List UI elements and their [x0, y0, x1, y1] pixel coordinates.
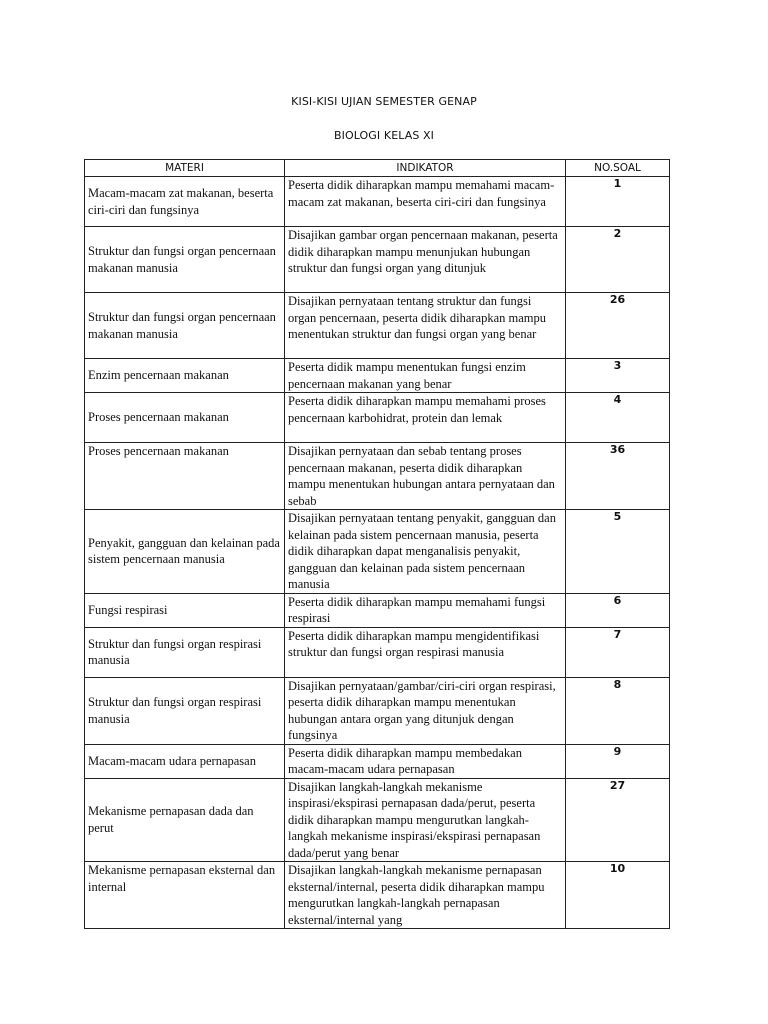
indikator-cell: Peserta didik diharapkan mampu membedakan macam-macam udara pernapasan: [285, 744, 566, 778]
no-soal-cell: 7: [566, 627, 670, 677]
indikator-cell: Peserta didik mampu menentukan fungsi enzim pencernaan makanan yang benar: [285, 359, 566, 393]
indikator-cell: Disajikan pernyataan tentang struktur dan fungsi organ pencernaan, peserta didik diharapkan mampu menentukan struktur dan fungsi organ yang benar: [285, 293, 566, 359]
document-title: KISI-KISI UJIAN SEMESTER GENAP: [291, 95, 477, 108]
column-header-indikator: INDIKATOR: [285, 160, 566, 177]
table-row: [85, 677, 670, 744]
indikator-cell: Peserta didik diharapkan mampu memahami macam-macam zat makanan, beserta ciri-ciri dan fungsinya: [285, 177, 566, 227]
indikator-cell: Disajikan langkah-langkah mekanisme pernapasan eksternal/internal, peserta didik diharapkan mampu mengurutkan langkah-langkah pernapasan eksternal/internal yang: [285, 862, 566, 929]
no-soal-cell: 8: [566, 677, 670, 744]
table-row: [85, 778, 670, 862]
no-soal-cell: 36: [566, 443, 670, 510]
materi-cell: Struktur dan fungsi organ pencernaan makanan manusia: [85, 227, 285, 293]
materi-cell: Struktur dan fungsi organ respirasi manusia: [85, 627, 285, 677]
no-soal-cell: 2: [566, 227, 670, 293]
no-soal-cell: 4: [566, 393, 670, 443]
materi-cell: Proses pencernaan makanan: [85, 393, 285, 443]
column-header-no-soal: NO.SOAL: [566, 160, 670, 177]
materi-cell: Struktur dan fungsi organ respirasi manusia: [85, 677, 285, 744]
table-row: [85, 393, 670, 443]
no-soal-cell: 6: [566, 593, 670, 627]
no-soal-cell: 26: [566, 293, 670, 359]
materi-cell: Macam-macam udara pernapasan: [85, 744, 285, 778]
indikator-cell: Peserta didik diharapkan mampu mengidentifikasi struktur dan fungsi organ respirasi manusia: [285, 627, 566, 677]
indikator-cell: Disajikan langkah-langkah mekanisme inspirasi/ekspirasi pernapasan dada/perut, peserta didik diharapkan mampu mengurutkan langkah-langkah mekanisme inspirasi/ekspirasi pernapasan dada/perut yang benar: [285, 778, 566, 862]
indikator-cell: Disajikan pernyataan dan sebab tentang proses pencernaan makanan, peserta didik diharapkan mampu menentukan hubungan antara pernyataan dan sebab: [285, 443, 566, 510]
indikator-cell: Disajikan gambar organ pencernaan makanan, peserta didik diharapkan mampu menunjukan hubungan struktur dan fungsi organ yang ditunjuk: [285, 227, 566, 293]
materi-cell: Fungsi respirasi: [85, 593, 285, 627]
materi-cell: Enzim pencernaan makanan: [85, 359, 285, 393]
indikator-cell: Peserta didik diharapkan mampu memahami fungsi respirasi: [285, 593, 566, 627]
table-row: [85, 227, 670, 293]
table-row: [85, 744, 670, 778]
no-soal-cell: 27: [566, 778, 670, 862]
materi-cell: Mekanisme pernapasan dada dan perut: [85, 778, 285, 862]
table-row: [85, 627, 670, 677]
no-soal-cell: 5: [566, 510, 670, 594]
table-row: [85, 510, 670, 594]
table-row: [85, 443, 670, 510]
materi-cell: Struktur dan fungsi organ pencernaan makanan manusia: [85, 293, 285, 359]
table-row: [85, 862, 670, 929]
indikator-cell: Peserta didik diharapkan mampu memahami proses pencernaan karbohidrat, protein dan lemak: [285, 393, 566, 443]
kisi-kisi-table: [84, 159, 670, 929]
materi-cell: Penyakit, gangguan dan kelainan pada sistem pencernaan manusia: [85, 510, 285, 594]
table-row: [85, 359, 670, 393]
table-row: [85, 293, 670, 359]
no-soal-cell: 1: [566, 177, 670, 227]
no-soal-cell: 3: [566, 359, 670, 393]
table-row: [85, 593, 670, 627]
materi-cell: Mekanisme pernapasan eksternal dan internal: [85, 862, 285, 929]
materi-cell: Macam-macam zat makanan, beserta ciri-ciri dan fungsinya: [85, 177, 285, 227]
table-row: [85, 177, 670, 227]
no-soal-cell: 9: [566, 744, 670, 778]
no-soal-cell: 10: [566, 862, 670, 929]
materi-cell: Proses pencernaan makanan: [85, 443, 285, 510]
table-header-row: [85, 160, 670, 177]
column-header-materi: MATERI: [85, 160, 285, 177]
indikator-cell: Disajikan pernyataan/gambar/ciri-ciri organ respirasi, peserta didik diharapkan mampu menentukan hubungan antara organ yang ditunjuk dengan fungsinya: [285, 677, 566, 744]
indikator-cell: Disajikan pernyataan tentang penyakit, gangguan dan kelainan pada sistem pencernaan manusia, peserta didik diharapkan dapat menganalisis penyakit, gangguan dan kelainan pada sistem pencernaan manusia: [285, 510, 566, 594]
document-subtitle: BIOLOGI KELAS XI: [333, 129, 435, 142]
